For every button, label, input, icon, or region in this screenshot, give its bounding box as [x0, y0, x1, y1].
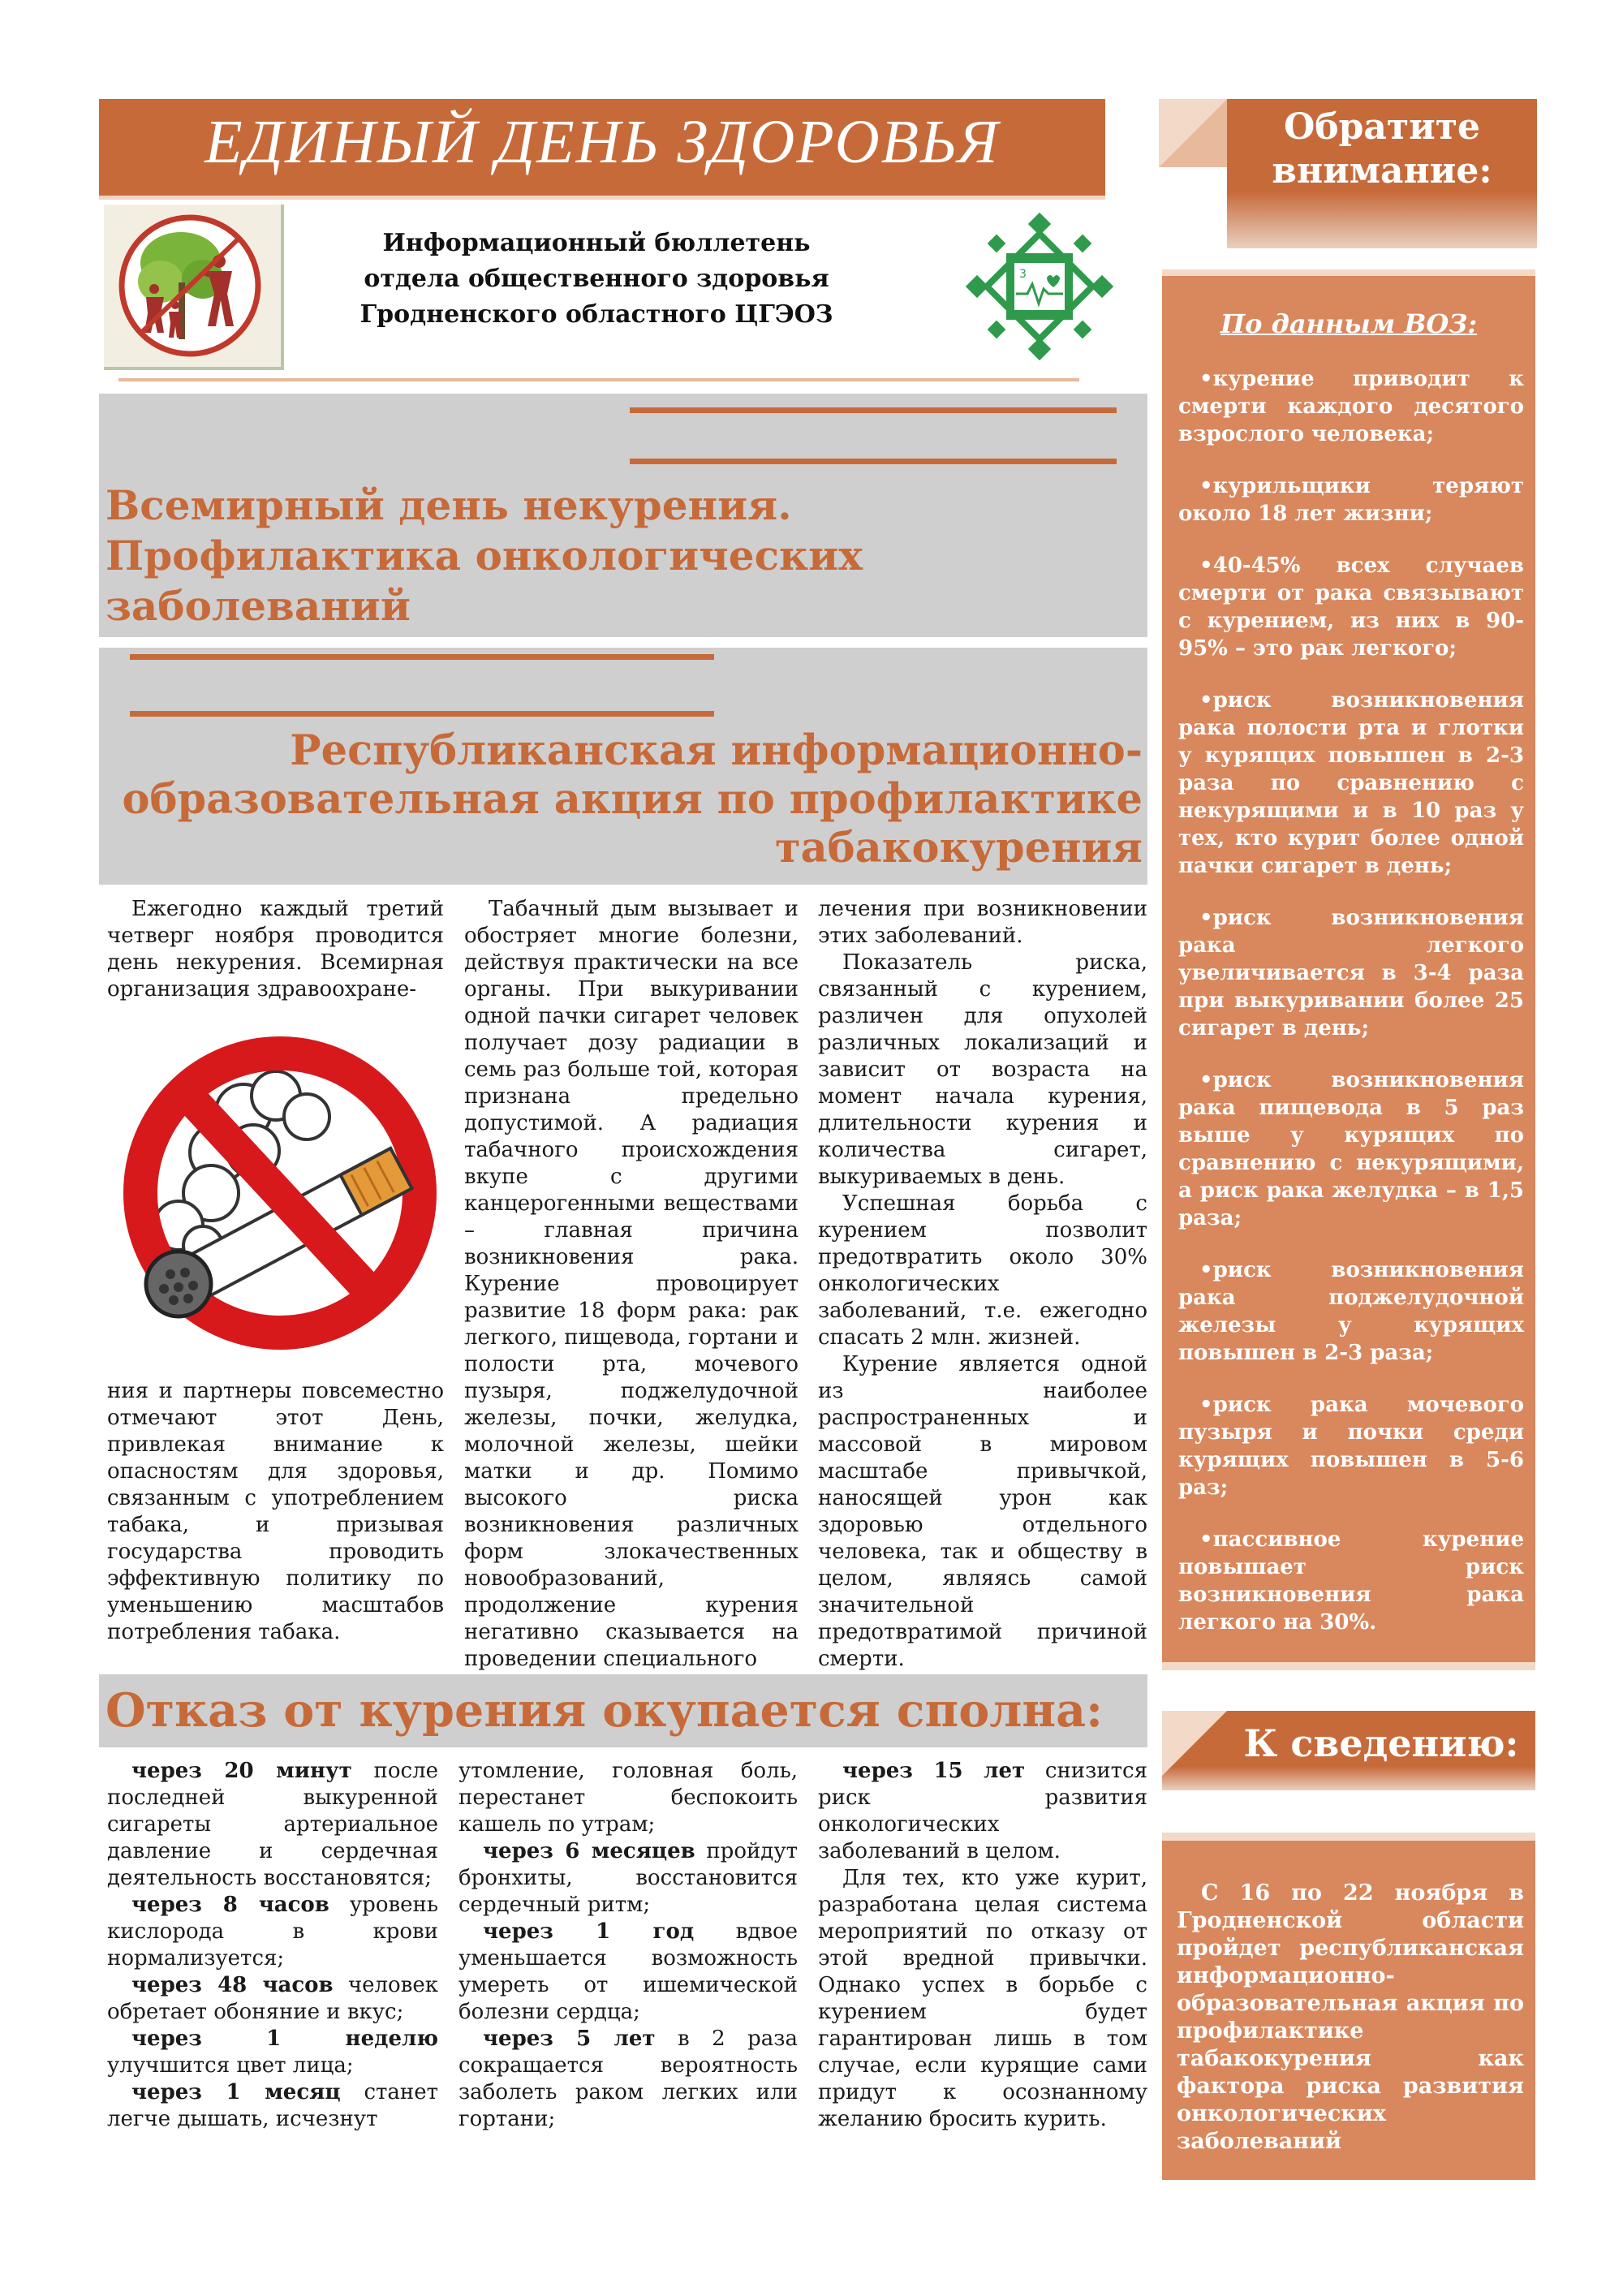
benefit-text: улучшится цвет лица; [107, 2053, 354, 2078]
paragraph: Для тех, кто уже курит, разработана целая система мероприятий по отказу от этой вредной привычки. Однако успех в борьбе с курением будет гарантирован лишь в том случае, если курящие сами придут к осознанному желанию бросить курить. [818, 1866, 1147, 2131]
benefit-text: уровень кислорода в крови нормализуется; [107, 1893, 438, 1971]
info-fold [1162, 1711, 1227, 1776]
banner-rule [130, 711, 714, 717]
benefit-term: через 1 неделю [131, 2027, 438, 2051]
benefit-text: в 2 раза сокращается вероятность заболеть раком легких или гортани; [458, 2027, 798, 2131]
title-line: Республиканская информационно- [290, 726, 1143, 775]
header-divider [118, 378, 1079, 381]
who-title: По данным ВОЗ: [1220, 308, 1478, 339]
benefit-item [458, 2026, 798, 2133]
title-line: заболеваний [105, 582, 411, 630]
family-logo-icon [104, 205, 281, 367]
benefit-text: человек обретает обоняние и вкус; [107, 1973, 438, 2024]
healthy-city-logo [966, 213, 1113, 360]
article-column-3 [818, 896, 1147, 1673]
benefit-text: снизится риск развития онкологических заболеваний в целом. [818, 1759, 1147, 1863]
benefit-item [107, 2026, 438, 2079]
paragraph: Табачный дым вызывает и обостряет многие болезни, действуя практически на все органы. При выкуривании одной пачки сигарет человек получает дозу радиации в семь раз больше той, которая признана предельно допустимой. А радиация табачного происхождения вкупе с другими канцерогенными веществами – главная причина возникновения рака. Курение провоцирует развитие 18 форм рака: рак легкого, пищевода, гортани и полости рта, мочевого пузыря, поджелудочной железы, почки, желудка, молочной железы, шейки матки и др. Помимо высокого риска возникновения различных форм злокачественных новообразований, продолжение курения негативно сказывается на проведении специального [464, 897, 799, 1671]
banner-rule [130, 654, 714, 660]
paragraph: лечения при возникновении этих заболеваний. [818, 897, 1147, 948]
benefit-item [107, 2079, 438, 2133]
attention-title [1227, 106, 1537, 193]
who-fact: •риск возникновения рака легкого увеличивается в 3-4 раза при выкуривании более 25 сигарет в день; [1178, 906, 1524, 1040]
benefits-column-2 [458, 1758, 798, 2133]
no-smoking-image [114, 1014, 446, 1363]
logo-number: 3 [1019, 268, 1027, 281]
info-title: К сведению: [1243, 1721, 1519, 1765]
masthead-title: ЕДИНЫЙ ДЕНЬ ЗДОРОВЬЯ [204, 108, 1000, 176]
benefit-term: через 8 часов [131, 1893, 329, 1917]
ornament-logo-icon [966, 213, 1113, 360]
banner-rule [630, 407, 1117, 413]
benefit-item [107, 1892, 438, 1972]
masthead [99, 99, 1105, 200]
info-text [1177, 1880, 1524, 2156]
paragraph: Успешная борьба с курением позволит предотвратить около 30% онкологических заболеваний, т.е. ежегодно спасать 2 млн. жизней. [818, 1191, 1147, 1350]
who-fact: •40-45% всех случаев смерти от рака связывают с курением, из них в 90-95% – это рак легкого; [1178, 554, 1524, 661]
benefit-item [458, 1919, 798, 2026]
benefit-text: вдвое уменьшается возможность умереть от ишемической болезни сердца; [458, 1919, 799, 2024]
paragraph: С 16 по 22 ноября в Гродненской области пройдет республиканская информационно-образовательная акция по профилактике табакокурения как фактора риска развития онкологических заболеваний [1177, 1880, 1524, 2154]
benefit-item [107, 1972, 438, 2026]
paragraph: Ежегодно каждый третий четверг ноября проводится день некурения. Всемирная организация здравоохране- [107, 897, 444, 1002]
paragraph: Курение является одной из наиболее распространенных и массовой в мировом масштабе привычкой, наносящей урон как здоровью отдельного человека, так и обществу в целом, являясь самой значительной предотвратимой причиной смерти. [818, 1352, 1147, 1671]
title-line: Профилактика онкологических [105, 532, 863, 579]
health-logo [104, 205, 284, 370]
benefit-item [458, 1838, 798, 1919]
benefit-item [818, 1758, 1147, 1865]
who-fact: •пассивное курение повышает риск возникновения рака легкого на 30%. [1178, 1527, 1524, 1635]
benefit-term: через 20 минут [131, 1759, 352, 1783]
paragraph: Показатель риска, связанный с курением, различен для опухолей различных локализаций и зависит от возраста на момент начала курения, длительности курения и количества сигарет, выкуриваемых в день. [818, 950, 1147, 1189]
story2-title [114, 726, 1143, 872]
banner-rule [630, 459, 1117, 464]
benefit-text: после последней выкуренной сигареты артериальное давление и сердечная деятельность восстановятся; [107, 1759, 438, 1890]
benefit-item [107, 1758, 438, 1892]
story3-title: Отказ от курения окупается сполна: [105, 1683, 1104, 1738]
attention-line: Обратите [1283, 106, 1481, 148]
who-fact: •курильщики теряют около 18 лет жизни; [1178, 474, 1524, 526]
article-column-2 [464, 896, 799, 1673]
benefits-column-3 [818, 1758, 1147, 2133]
benefit-term: через 6 месяцев [483, 1839, 695, 1863]
who-fact: •риск возникновения рака пищевода в 5 раз выше у курящих по сравнению с некурящими, а риск рака желудка – в 1,5 раза; [1178, 1068, 1524, 1230]
title-line: табакокурения [775, 824, 1143, 872]
benefit-term: через 1 месяц [131, 2080, 341, 2104]
title-line: Всемирный день некурения. [105, 481, 792, 529]
no-smoking-icon [114, 1014, 446, 1363]
benefit-text: пройдут бронхиты, восстановится сердечный ритм; [458, 1839, 798, 1917]
benefits-column-1 [107, 1758, 438, 2133]
title-line: образовательная акция по профилактике [122, 775, 1143, 824]
who-fact: •риск возникновения рака поджелудочной железы у курящих повышен в 2-3 раза; [1178, 1258, 1524, 1365]
story1-title [105, 480, 1128, 631]
benefit-term: через 48 часов [131, 1973, 334, 1997]
article-column-1-top [107, 896, 444, 1003]
attention-line: внимание: [1272, 150, 1492, 192]
benefit-term: через 5 лет [483, 2027, 656, 2051]
bulletin-line: Информационный бюллетень [382, 229, 811, 257]
who-fact: •риск возникновения рака полости рта и глотки у курящих повышен в 2-3 раза по сравнению с некурящими и в 10 раз у тех, кто курит более одной пачки сигарет в день; [1178, 688, 1524, 878]
article-column-1-bottom [107, 1378, 444, 1646]
benefit-term: через 1 год [483, 1919, 695, 1944]
benefit-text: станет легче дышать, исчезнут [107, 2080, 438, 2131]
who-fact: •курение приводит к смерти каждого десятого взрослого человека; [1178, 367, 1524, 446]
benefit-term: через 15 лет [842, 1759, 1026, 1783]
who-fact: •риск рака мочевого пузыря и почки среди курящих повышен в 5-6 раз; [1178, 1393, 1524, 1500]
paragraph: ния и партнеры повсеместно отмечают этот День, привлекая внимание к опасностям для здоровья, связанным с употреблением табака, и призывая государства проводить эффективную политику по уменьшению масштабов потребления табака. [107, 1379, 444, 1644]
bulletin-line: отдела общественного здоровья [364, 265, 829, 293]
paragraph: утомление, головная боль, перестанет беспокоить кашель по утрам; [458, 1759, 798, 1837]
bulletin-line: Гродненского областного ЦГЭОЗ [359, 300, 833, 329]
attention-fold-shade [1159, 99, 1227, 167]
who-facts-list [1178, 365, 1524, 1661]
bulletin-caption [308, 226, 885, 333]
